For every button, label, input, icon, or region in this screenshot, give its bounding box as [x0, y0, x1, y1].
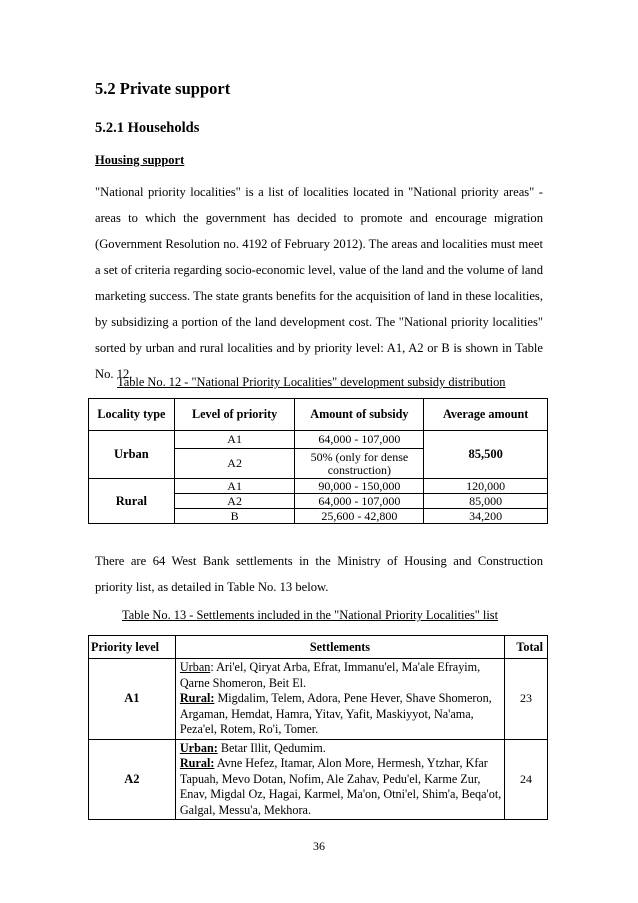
average-amount: 85,000 [424, 494, 548, 509]
table-header-row [89, 636, 548, 659]
priority-level: A1 [174, 431, 295, 449]
table-row [89, 431, 548, 449]
priority-level: B [174, 509, 295, 524]
table-12 [88, 398, 548, 524]
average-amount: 34,200 [424, 509, 548, 524]
table-12-caption: Table No. 12 - "National Priority Localities" development subsidy distribution [117, 375, 506, 389]
total-count: 23 [505, 659, 548, 740]
column-header: Settlements [175, 636, 504, 659]
table-header-row [89, 399, 548, 431]
total-count: 24 [505, 739, 548, 820]
rural-list: Avne Hefez, Itamar, Alon More, Hermesh, Ytzhar, Kfar Tapuah, Mevo Dotan, Nofim, Ale Zahav, Pedu'el, Karme Zur, Enav, Migdal Oz, Hagai, Karmel, Ma'on, Otni'el, Shim'a, Beqa'ot, Galgal, Messu'a, Mekhora. [179, 756, 502, 817]
column-header: Total [505, 636, 548, 659]
rural-label: Rural: [179, 691, 215, 705]
column-header: Level of priority [174, 399, 295, 431]
subsidy-amount: 25,600 - 42,800 [295, 509, 424, 524]
urban-settlements [180, 660, 502, 691]
urban-label: Urban: [179, 740, 218, 755]
priority-level: A2 [89, 739, 176, 820]
settlements-cell [175, 739, 504, 820]
column-header: Locality type [89, 399, 175, 431]
average-amount: 120,000 [424, 479, 548, 494]
locality-type-rural: Rural [89, 479, 175, 524]
priority-level: A2 [174, 494, 295, 509]
table-13 [88, 635, 548, 820]
column-header: Amount of subsidy [295, 399, 424, 431]
subsection-title: 5.2.1 Households [95, 120, 200, 136]
column-header: Priority level [89, 636, 176, 659]
priority-level: A2 [174, 449, 295, 479]
paragraph-settlements: There are 64 West Bank settlements in the Ministry of Housing and Construction priority list, as detailed in Table No. 13 below. [95, 554, 543, 594]
table-row [89, 479, 548, 494]
rural-list: Migdalim, Telem, Adora, Pene Hever, Shave Shomeron, Argaman, Hemdat, Hamra, Yitav, Yafit, Maskiyyot, Na'ama, Peza'el, Rotem, Ro'i, Tomer. [179, 691, 492, 736]
urban-list: : Ari'el, Qiryat Arba, Efrat, Immanu'el, Ma'ale Efrayim, Qarne Shomeron, Beit El. [179, 660, 481, 690]
table-13-caption: Table No. 13 - Settlements included in the "National Priority Localities" list [122, 608, 499, 622]
priority-level: A1 [174, 479, 295, 494]
paragraph-priority-localities: "National priority localities" is a list of localities located in "National priority areas" - areas to which the government has decided to promote and encourage migration (Government Resolution no. 4192 of February 2012). The areas and localities must meet a set of criteria regarding socio-economic level, value of the land and the volume of land marketing success. The state grants benefits for the acquisition of land in these localities, by subsidizing a portion of the land development cost. The "National priority localities" sorted by urban and rural localities and by priority level: A1, A2 or B is shown in Table No. 12. [95, 185, 543, 381]
urban-list: Betar Illit, Qedumim. [217, 740, 326, 755]
rural-label: Rural: [179, 756, 215, 770]
settlements-cell [175, 659, 504, 740]
table-row [89, 659, 548, 740]
column-header: Average amount [424, 399, 548, 431]
page-number: 36 [313, 839, 325, 853]
subsidy-amount: 64,000 - 107,000 [295, 431, 424, 449]
locality-type-urban: Urban [89, 431, 175, 479]
subsidy-amount: 90,000 - 150,000 [295, 479, 424, 494]
subsidy-amount: 64,000 - 107,000 [295, 494, 424, 509]
urban-label: Urban [179, 660, 211, 674]
priority-level: A1 [89, 659, 176, 740]
subsidy-amount: 50% (only for dense construction) [295, 449, 424, 479]
rural-settlements [180, 691, 502, 738]
subheading: Housing support [95, 153, 185, 167]
urban-settlements [180, 741, 502, 757]
average-amount-urban: 85,500 [424, 431, 548, 479]
section-title: 5.2 Private support [95, 79, 231, 98]
table-row [89, 739, 548, 820]
rural-settlements [180, 756, 502, 818]
